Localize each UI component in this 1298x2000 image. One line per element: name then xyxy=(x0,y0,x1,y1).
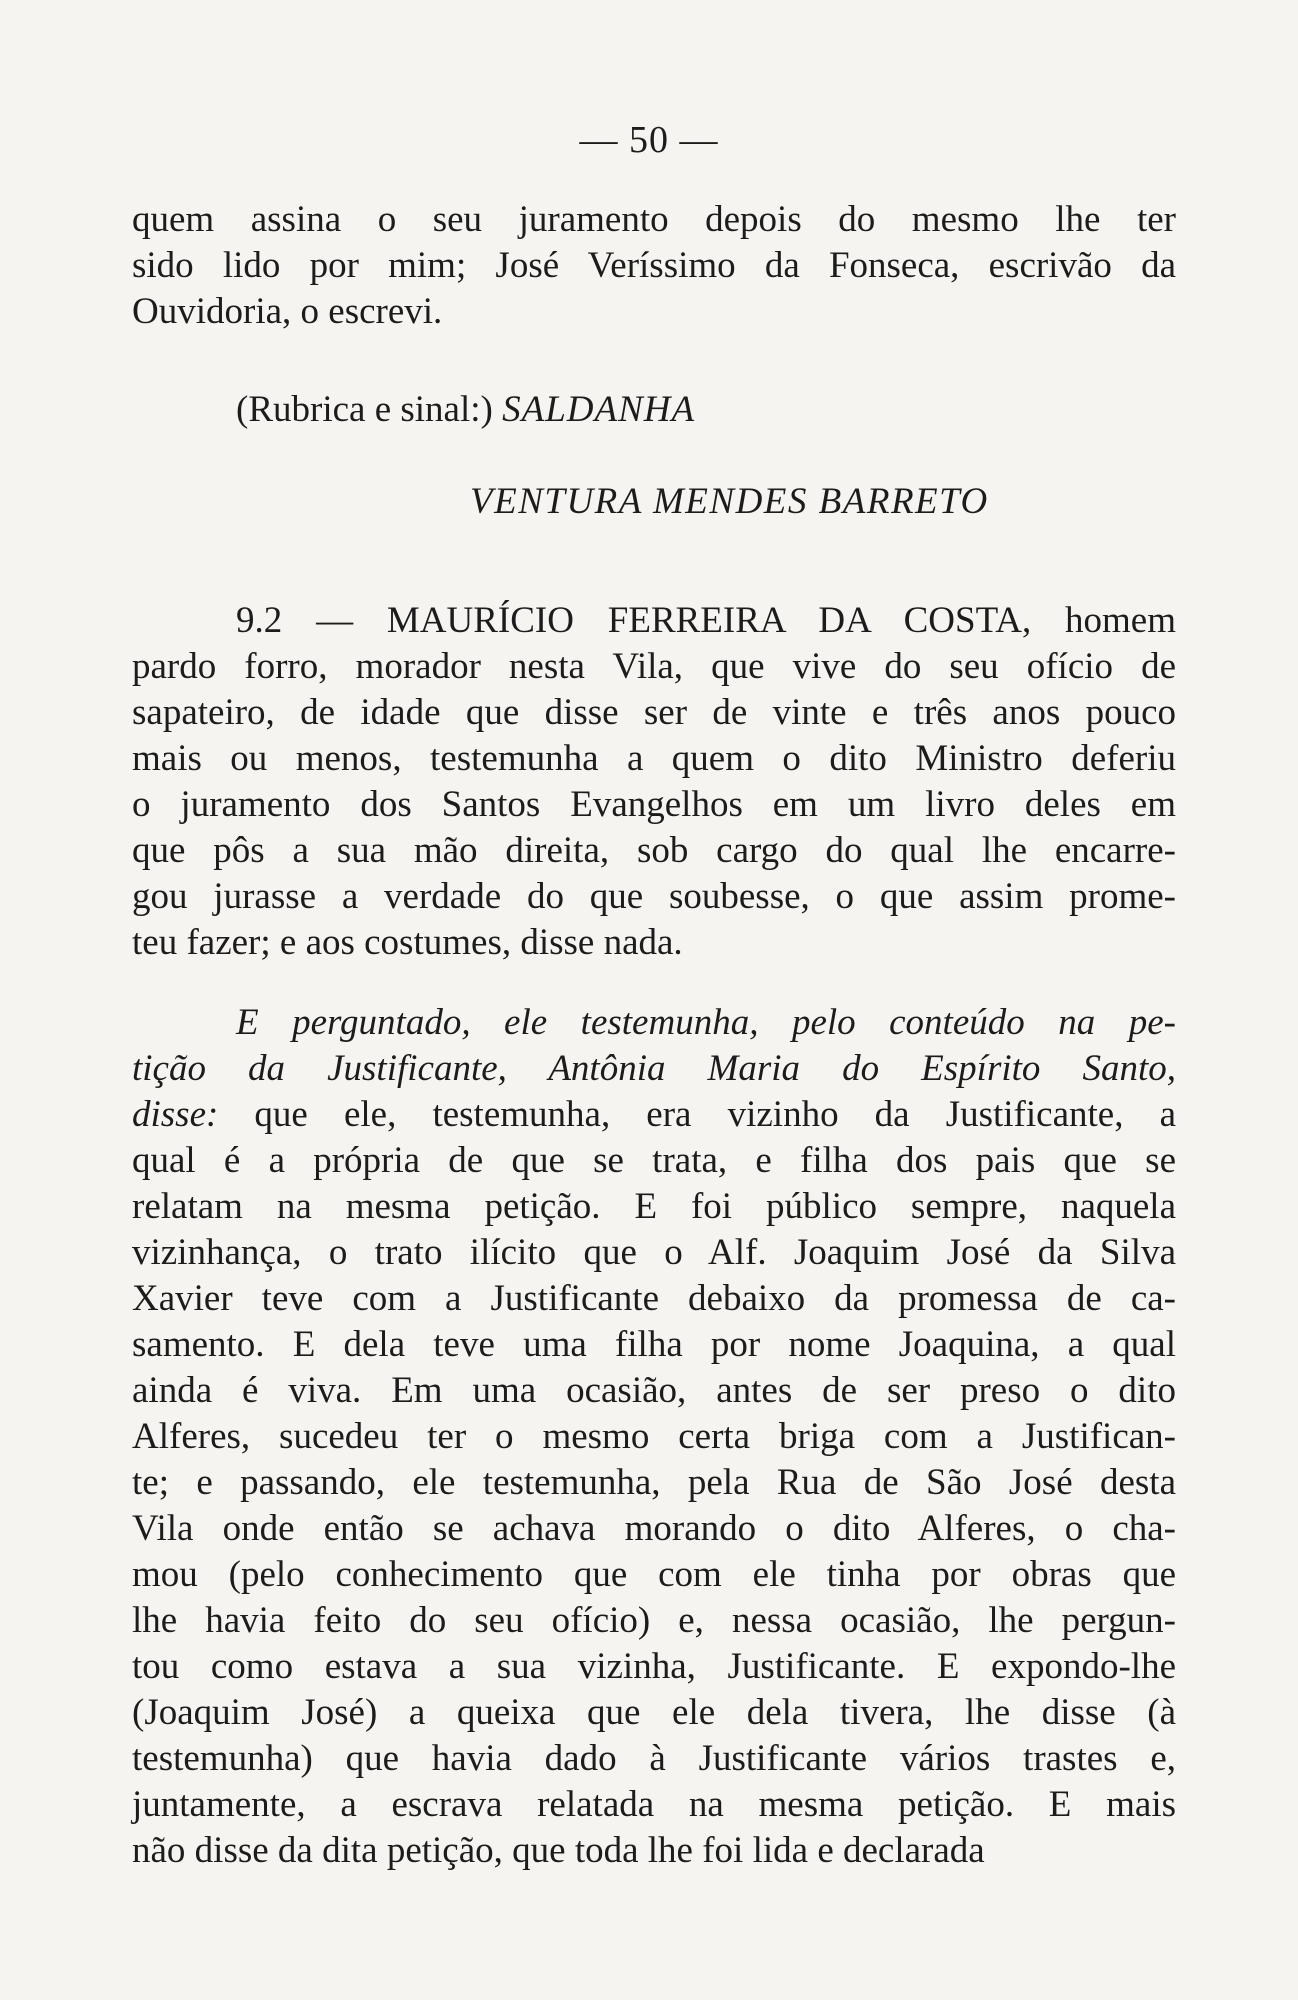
paragraph-line: 9.2 — MAURÍCIO FERREIRA DA COSTA, homem xyxy=(236,600,1176,641)
paragraph-line: não disse da dita petição, que toda lhe foi lida e declarada xyxy=(132,1830,985,1871)
paragraph-line: ainda é viva. Em uma ocasião, antes de ser preso o dito xyxy=(132,1370,1176,1411)
paragraph-line: E perguntado, ele testemunha, pelo conteúdo na pe- xyxy=(236,1002,1176,1043)
paragraph-line: tição da Justificante, Antônia Maria do Espírito Santo, xyxy=(132,1048,1176,1089)
paragraph-line-rest: que ele, testemunha, era vizinho da Justificante, a xyxy=(218,1094,1176,1135)
signature-ventura: VENTURA MENDES BARRETO xyxy=(470,481,989,522)
paragraph-line: quem assina o seu juramento depois do mesmo lhe ter xyxy=(132,199,1176,240)
paragraph-line: Xavier teve com a Justificante debaixo da promessa de ca- xyxy=(132,1278,1176,1319)
paragraph-line: Vila onde então se achava morando o dito Alferes, o cha- xyxy=(132,1508,1176,1549)
paragraph-line: mou (pelo conhecimento que com ele tinha por obras que xyxy=(132,1554,1176,1595)
paragraph-line: gou jurasse a verdade do que soubesse, o que assim prome- xyxy=(132,876,1176,917)
paragraph-line: tou como estava a sua vizinha, Justificante. E expondo-lhe xyxy=(132,1646,1176,1687)
paragraph-line: (Joaquim José) a queixa que ele dela tivera, lhe disse (à xyxy=(132,1692,1176,1733)
paragraph-3 xyxy=(132,1000,1176,1874)
paragraph-line: sido lido por mim; José Veríssimo da Fonseca, escrivão da xyxy=(132,245,1176,286)
rubrica-prefix: (Rubrica e sinal:) xyxy=(236,389,493,430)
paragraph-line: sapateiro, de idade que disse ser de vinte e três anos pouco xyxy=(132,692,1176,733)
paragraph-line: Ouvidoria, o escrevi. xyxy=(132,291,443,332)
paragraph-line: testemunha) que havia dado à Justificante vários trastes e, xyxy=(132,1738,1176,1779)
paragraph-line: samento. E dela teve uma filha por nome Joaquina, a qual xyxy=(132,1324,1176,1365)
paragraph-line: lhe havia feito do seu ofício) e, nessa ocasião, lhe pergun- xyxy=(132,1600,1176,1641)
paragraph-line: te; e passando, ele testemunha, pela Rua de São José desta xyxy=(132,1462,1176,1503)
signature-saldanha xyxy=(236,388,695,431)
paragraph-line: relatam na mesma petição. E foi público sempre, naquela xyxy=(132,1186,1176,1227)
paragraph-2 xyxy=(132,598,1176,966)
paragraph-line xyxy=(132,1092,1176,1138)
paragraph-line: vizinhança, o trato ilícito que o Alf. Joaquim José da Silva xyxy=(132,1232,1176,1273)
paragraph-line: pardo forro, morador nesta Vila, que vive do seu ofício de xyxy=(132,646,1176,687)
paragraph-line: mais ou menos, testemunha a quem o dito Ministro deferiu xyxy=(132,738,1176,779)
paragraph-line: que pôs a sua mão direita, sob cargo do qual lhe encarre- xyxy=(132,830,1176,871)
paragraph-line: Alferes, sucedeu ter o mesmo certa briga com a Justifican- xyxy=(132,1416,1176,1457)
signature-name-saldanha: SALDANHA xyxy=(502,389,696,430)
paragraph-line: qual é a própria de que se trata, e filha dos pais que se xyxy=(132,1140,1176,1181)
paragraph-line: teu fazer; e aos costumes, disse nada. xyxy=(132,922,683,963)
paragraph-line: juntamente, a escrava relatada na mesma petição. E mais xyxy=(132,1784,1176,1825)
disse-label: disse: xyxy=(132,1094,219,1135)
page-number: — 50 — xyxy=(579,119,719,161)
paragraph-1 xyxy=(132,197,1176,335)
paragraph-line: o juramento dos Santos Evangelhos em um livro deles em xyxy=(132,784,1176,825)
